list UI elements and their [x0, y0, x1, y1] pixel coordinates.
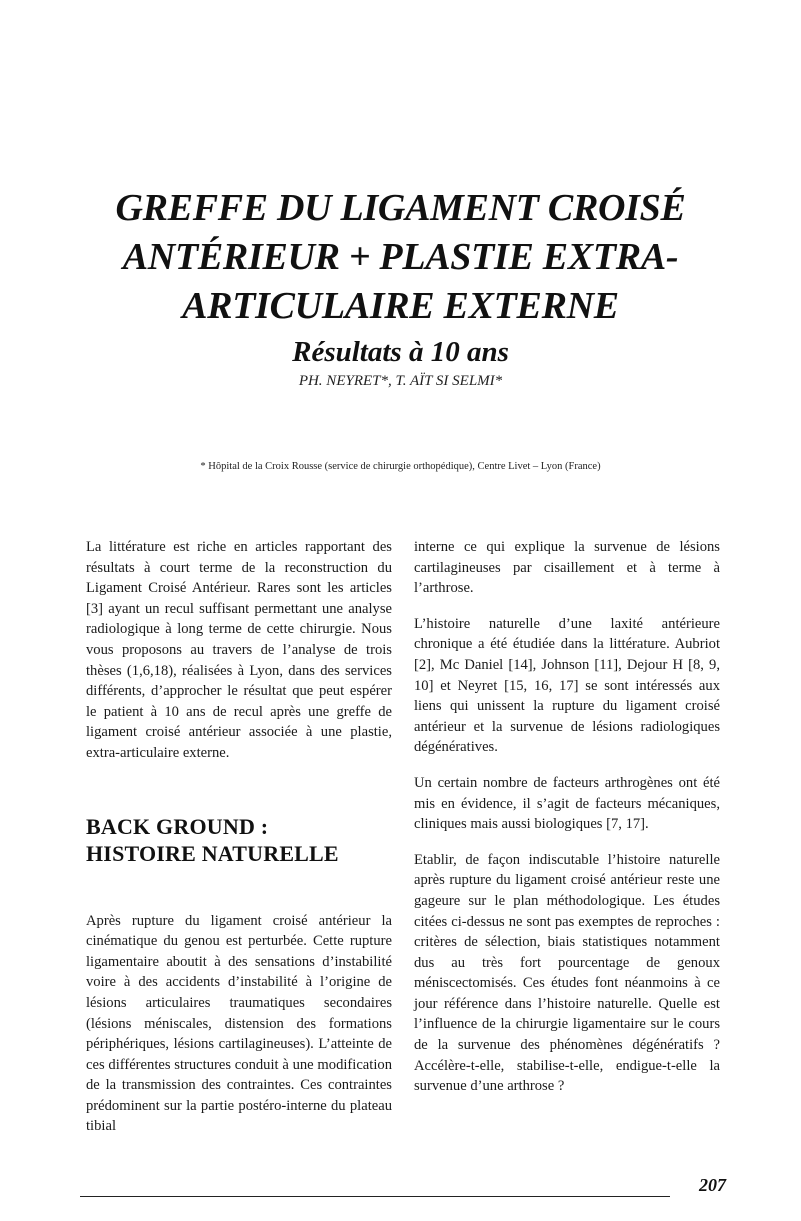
page-number: 207 — [699, 1175, 726, 1195]
section-heading-line-1: BACK GROUND : — [86, 813, 269, 839]
title-line-3: ARTICULAIRE EXTERNE — [182, 285, 619, 327]
right-paragraph-1: interne ce qui explique la survenue de lésions cartilagineuses par cisaillement et à terme à l’arthrose. — [414, 539, 720, 597]
intro-paragraph: La littérature est riche en articles rapportant des résultats à court terme de la reconstruction du Ligament Croisé Antérieur. Rares sont les articles [3] ayant un recul suffisant permettant une analyse radiologique à long terme de cette chirurgie. Nous vous proposons au travers de l’analyse de trois thèses (1,6,18), réalisées à Lyon, dans des services différents, d’approcher le résultat que peut espérer le patient à 10 ans de recul après une greffe de ligament croisé antérieur associée à une plastie, extra-articulaire externe. — [86, 539, 392, 761]
title-line-1: GREFFE DU LIGAMENT CROISÉ — [115, 187, 686, 229]
title-line-2: ANTÉRIEUR + PLASTIE EXTRA- — [122, 236, 679, 278]
right-paragraph-4: Etablir, de façon indiscutable l’histoire naturelle après rupture du ligament croisé antérieur reste une gageure sur le plan méthodologique. Les études citées ci-dessus ne sont pas exemptes de reproches : critères de sélection, biais statistiques notamment dus au très fort pourcentage de genoux méniscectomisés. Ces études font néanmoins à ce jour référence dans l’histoire naturelle. Quelle est l’influence de la chirurgie ligamentaire sur le cours de la survenue des phénomènes dégénératifs ? Accélère-t-elle, stabilise-t-elle, endigue-t-elle la survenue d’une arthrose ? — [414, 851, 720, 1095]
article-subtitle: Résultats à 10 ans — [292, 336, 509, 368]
body-paragraph: Après rupture du ligament croisé antérieur la cinématique du genou est perturbée. Cette rupture ligamentaire aboutit à des sensations d’instabilité voire à des accidents d’instabilité à l’origine de lésions articulaires traumatiques secondaires (lésions méniscales, distension des formations périphériques, lésions cartilagineuses). L’atteinte de ces différentes structures conduit à une modification de la transmission des contraintes. Ces contraintes prédominent sur la partie postéro-interne du plateau tibial — [86, 912, 392, 1135]
article-title — [90, 184, 711, 375]
left-column — [86, 537, 392, 1137]
section-heading-line-2: HISTOIRE NATURELLE — [86, 840, 339, 866]
right-paragraph-3: Un certain nombre de facteurs arthrogènes ont été mis en évidence, il s’agit de facteurs mécaniques, cliniques mais aussi biologiques [7, 17]. — [414, 774, 720, 833]
footer-rule — [80, 1196, 670, 1197]
section-heading — [86, 813, 392, 867]
affiliation: * Hôpital de la Croix Rousse (service de chirurgie orthopédique), Centre Livet – Lyon (France) — [200, 461, 601, 472]
right-column — [414, 537, 720, 1097]
authors: PH. NEYRET*, T. AÏT SI SELMI* — [298, 373, 503, 389]
right-paragraph-2: L’histoire naturelle d’une laxité antérieure chronique a été étudiée dans la littérature. Aubriot [2], Mc Daniel [14], Johnson [11], Dejour H [8, 9, 10] et Neyret [15, 16, 17] se sont intéressés aux liens qui unissent la rupture du ligament croisé antérieur et la survenue de lésions radiologiques dégénératives. — [414, 615, 720, 756]
